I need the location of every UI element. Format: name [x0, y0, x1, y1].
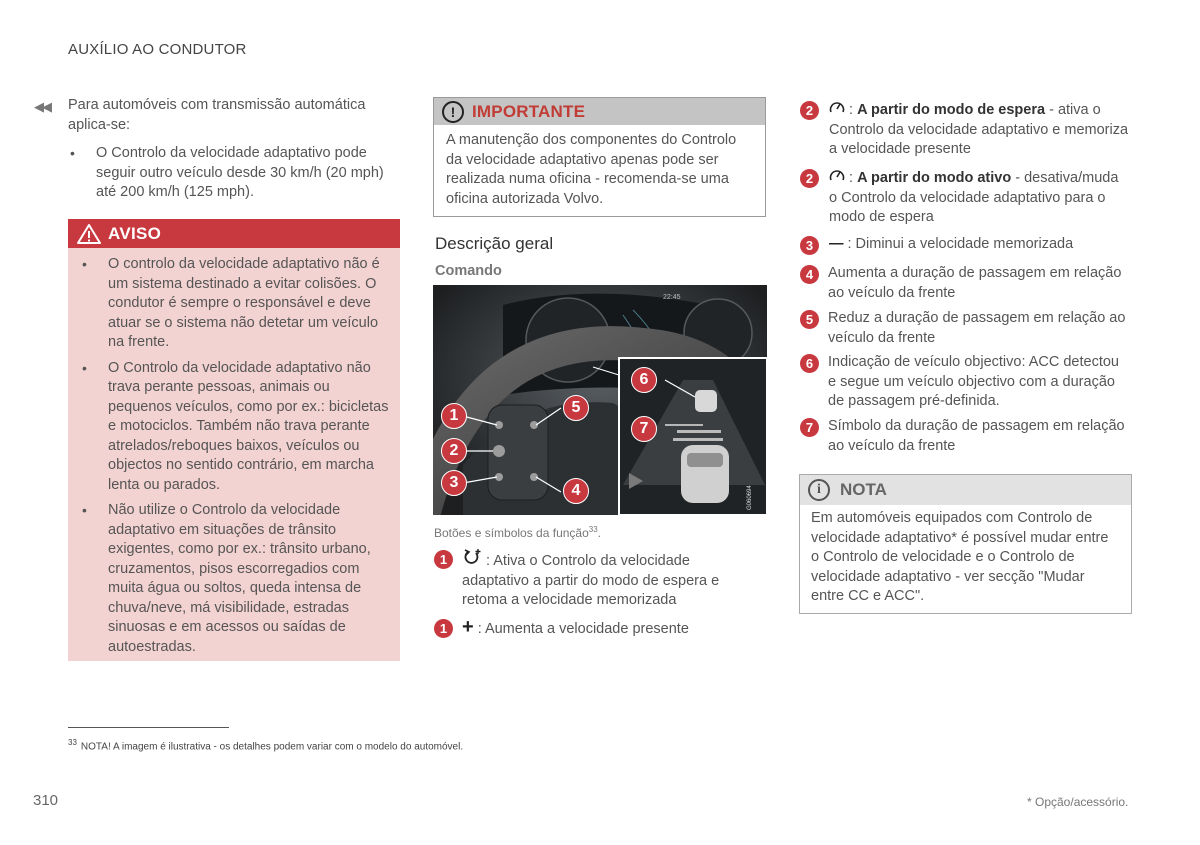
item-description: Símbolo da duração de passagem em relação ao veículo da frente: [828, 418, 1125, 454]
item-description: Indicação de veículo objectivo: ACC detectou e segue um veículo objectivo com a duração de passagem pré-definida.: [828, 354, 1119, 409]
item-number: 6: [800, 354, 819, 373]
cluster-speed: 76: [561, 331, 577, 346]
list-item: [800, 264, 1130, 303]
item-number: 2: [800, 169, 819, 188]
nota-body: Em automóveis equipados com Controlo de velocidade adaptativo* é possível mudar entre o Controlo de velocidade e o Controlo de velocidade adaptativo - ver secção "Mudar entre CC e ACC".: [811, 510, 1109, 604]
figure-illustration: [433, 285, 767, 515]
item-description: : Aumenta a velocidade presente: [477, 621, 689, 637]
item-bold: A partir do modo ativo: [857, 170, 1012, 186]
caption-footnote-ref: 33: [588, 525, 598, 534]
page-header: AUXÍLIO AO CONDUTOR: [68, 41, 247, 58]
aviso-title: AVISO: [108, 223, 162, 243]
list-item: [434, 618, 759, 640]
nota-header: [800, 475, 1131, 505]
exclamation-circle-icon: !: [442, 101, 464, 123]
caption-end: .: [597, 526, 602, 540]
option-note: * Opção/acessório.: [1027, 795, 1129, 809]
steering-wheel-figure: [433, 285, 767, 515]
item-text: [462, 549, 759, 611]
item-colon: :: [849, 102, 858, 118]
plus-icon: +: [462, 616, 474, 638]
item-number: 3: [800, 236, 819, 255]
section-title: Descrição geral: [435, 234, 554, 253]
intro-list: [68, 144, 388, 203]
importante-box: [433, 97, 766, 217]
aviso-bullet: • Não utilize o Controlo da velocidade adaptativo em situações de trânsito exigentes, como por ex.: trânsito urbano, cruzamentos, pisos escorregadios com muita água ou soltos, queda intensa de chuva/neve, má visibilidade, estradas sinuosas e em acessos ou saídas de autoestradas.: [80, 501, 390, 657]
figure-label-6: 6: [631, 367, 657, 393]
caption-text: Botões e símbolos da função: [434, 526, 589, 540]
speedometer-icon: [829, 100, 845, 121]
item-description: : Diminui a velocidade memorizada: [847, 236, 1074, 252]
figure-label-2: 2: [441, 438, 467, 464]
list-item: [434, 549, 759, 611]
item-bold: A partir do modo de espera: [857, 102, 1046, 118]
minus-icon: —: [829, 236, 844, 252]
list-item: [800, 100, 1130, 160]
item-number: 2: [800, 101, 819, 120]
subsection-title: Comando: [435, 263, 502, 279]
figure-label-7: 7: [631, 416, 657, 442]
item-number: 1: [434, 619, 453, 638]
warning-triangle-icon: [76, 223, 102, 245]
item-text: [829, 168, 1130, 228]
footnote: [68, 733, 463, 757]
nota-title: NOTA: [840, 480, 887, 500]
item-text: [462, 618, 689, 640]
item-number: 5: [800, 310, 819, 329]
list-item: [800, 309, 1130, 348]
figure-label-1: 1: [441, 403, 467, 429]
info-circle-icon: i: [808, 479, 830, 501]
list-item: [800, 417, 1130, 456]
item-description: - desativa/muda o Controlo da velocidade adaptativo para o modo de espera: [829, 170, 1119, 225]
figure-label-5: 5: [563, 395, 589, 421]
list-item: [800, 235, 1130, 255]
footnote-number: 33: [68, 738, 77, 747]
continue-arrows-icon: ◀◀: [34, 99, 50, 114]
intro-bullet: • O Controlo da velocidade adaptativo pode seguir outro veículo desde 30 km/h (20 mph) até 200 km/h (125 mph).: [68, 144, 388, 203]
aviso-bullet: • O Controlo da velocidade adaptativo não trava perante pessoas, animais ou pequenos veículos, como por ex.: bicicletas e motociclos. Também não trava perante atrelados/reboques baixos, veículos ou objectos no sentido contrário, em marcha lenta ou parados.: [80, 359, 390, 496]
item-text: [829, 100, 1130, 160]
intro-block: [68, 96, 388, 203]
item-number: 1: [434, 550, 453, 569]
page-number: 310: [33, 792, 59, 809]
intro-text: Para automóveis com transmissão automática aplica-se:: [68, 97, 366, 133]
cluster-time: 22:45: [663, 294, 681, 301]
item-description: : Ativa o Controlo da velocidade adaptativo a partir do modo de espera e retoma a velocidade memorizada: [462, 553, 720, 608]
footnote-divider: [68, 727, 229, 728]
importante-title: IMPORTANTE: [472, 101, 586, 121]
footnote-text: NOTA! A imagem é ilustrativa - os detalhes podem variar com o modelo do automóvel.: [80, 741, 464, 753]
figure-code: G060694: [747, 485, 753, 510]
item-description: Reduz a duração de passagem em relação ao veículo da frente: [828, 310, 1126, 346]
figure-caption: [434, 520, 601, 544]
speedometer-icon: [829, 168, 845, 189]
item-description: - ativa o Controlo da velocidade adaptativo e memoriza a velocidade presente: [829, 102, 1129, 157]
figure-label-3: 3: [441, 470, 467, 496]
aviso-box: [68, 219, 400, 661]
aviso-bullet: • O controlo da velocidade adaptativo não é um sistema destinado a evitar colisões. O condutor é sempre o responsável e deve atuar se o sistema não detetar um veículo na frente.: [80, 255, 390, 353]
item-number: 4: [800, 265, 819, 284]
nota-box: [799, 474, 1132, 614]
aviso-list: [68, 248, 400, 657]
item-description: Aumenta a duração de passagem em relação ao veículo da frente: [828, 265, 1122, 301]
list-item: [800, 168, 1130, 228]
importante-header: [434, 98, 765, 125]
list-item: [800, 353, 1130, 412]
item-text: [829, 235, 1073, 255]
item-colon: :: [849, 170, 858, 186]
figure-label-4: 4: [563, 478, 589, 504]
acc-resume-icon: [462, 549, 482, 572]
item-number: 7: [800, 418, 819, 437]
importante-body: A manutenção dos componentes do Controlo da velocidade adaptativo apenas pode ser realizada numa oficina - recomenda-se uma oficina autorizada Volvo.: [446, 132, 737, 207]
aviso-header: [68, 219, 400, 248]
